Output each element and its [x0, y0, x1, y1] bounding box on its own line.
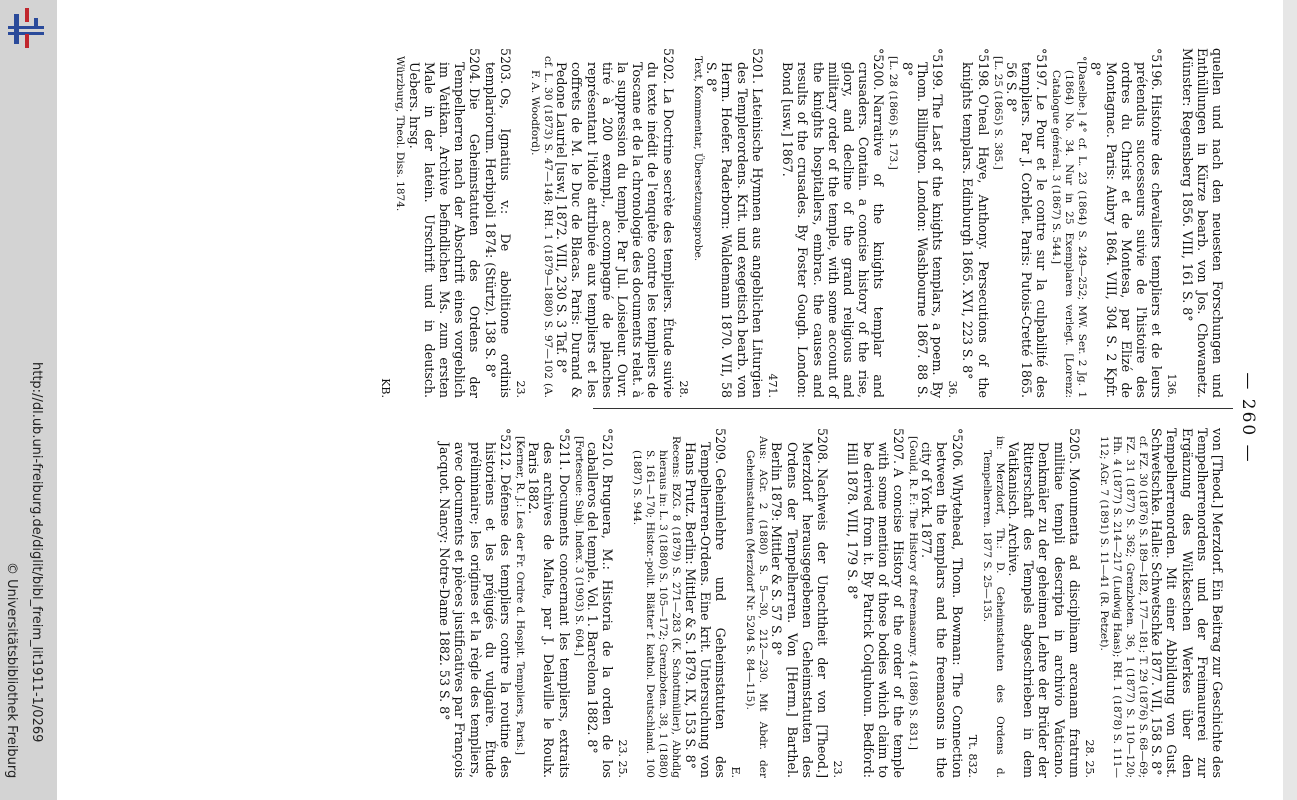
entry-ref: KB.: [379, 378, 393, 398]
bibliography-entry: [676, 48, 765, 398]
entry-text: Narrative of the knights templar and crusaders. Contain. a concise history of the rise, glory, and decline of the grand religious and military order of the temple, with some account of the knights hospitallers, embrac. the causes and results of the crusades. By Foster Gough. London: Bond [usw.] 1867.: [780, 62, 887, 398]
entry-text: Nachweis der Unechtheit der von [Theod.] Merzdorf herausgegebenen Geheimstatuten des Ordens der Tempelherren. Von [Herm.] Barthel. Berlin 1879: Mittler & S. 57 S. 8°: [769, 442, 830, 778]
entry-ref: 23. 25.: [616, 739, 630, 778]
entry-text: Lateinische Hymnen aus angeblichen Liturgien des Templerordens. Krit. und exegetisch bearb. von Herm. Hoefer. Paderborn: Waldemann 1870. VII, 58 S. 8°: [704, 62, 765, 398]
entry-number: °5212.: [498, 428, 514, 471]
entry-text: Die Geheimstatuten des Ordens der Tempelherren nach der Abschrift eines vorgeblich im Vatikan. Archive befindlichen Ms. zum ersten Male in der latein. Urschrift und in deutsch. Uebers. hrsg.: [406, 62, 483, 398]
entry-number: 5202.: [660, 48, 676, 85]
page-number: — 260 —: [1238, 372, 1258, 464]
entry-text: Monumenta ad disciplinam arcanam fratrum militiae templi descripta in archivio Vaticano. Denkmäler zu der geheimen Lehre der Brüder der Ritterschaft des Tempels abgeschrieben in dem Vatikanisch. Archive.: [1005, 442, 1082, 778]
continuation-ref: 28. 25.: [1082, 739, 1096, 778]
continuation-text: [1082, 428, 1225, 778]
entry-note: °[Daselbe.] 4° cf. L. 23 (1864) S. 249—252; MW. Ser. 2 Jg. 1 (1864) No. 34. Nur in 25 Exemplaren verlegt. [Lorenz: Catalogue général. 3 (1867) S. 544.]: [1050, 56, 1089, 398]
bibliography-entry: [378, 48, 482, 398]
continuation-text: [1164, 48, 1225, 398]
entry-note: cf. L. 30 (1873) S. 47—148; RH. 1 (1879—1880) S. 97—102 (A. F. A. Woodford).: [529, 56, 555, 398]
entry-text: Documents concernant les templiers, extraits des archives de Malte, par J. Delaville le Roulx. Paris 1882.: [526, 442, 572, 778]
entry-text: Le Pour et le contre sur la culpabilité des templiers. Par J. Corblet. Paris: Putois-Cretté 1865. 56 S. 8°: [1003, 62, 1050, 398]
entry-ref: E.: [729, 766, 743, 778]
entry-ref: 471.: [765, 373, 779, 398]
continuation-note: cf. FZ. 30 (1876) S. 189—182, 177—181; T. 29 (1876) S. 68—69; FZ. 31 (1877) S. 362; Grenzboten. 36, 1 (1877) S. 110—120; Hh. 4 (1877) S. 214—217 (Ludwig Haas); RH. 1 (1878) S. 111—112; AGr. 7 (1891) S. 11—41 (R. Petzet).: [1097, 436, 1149, 778]
bibliography-entry: [886, 48, 945, 398]
right-column: [437, 428, 1225, 778]
continuation-body: von [Theod.] Merzdorf. Ein Beitrag zur Geschichte des Tempelherrenordens und der Freimaurerei zur Ergänzung des Wilckeschen Werkes über den Tempelherrenorden. Mit einer Abbildung von Gust. Schwetschke. Halle: Schwetschke 1877. VII, 158 S. 8°: [1149, 428, 1225, 778]
right-scrollbar[interactable]: [1283, 0, 1297, 800]
entry-number: °5206.: [949, 428, 965, 471]
bibliography-entry: [945, 48, 991, 398]
bibliography-entry: [991, 48, 1050, 398]
bibliography-entry: [906, 428, 965, 778]
copyright-notice: © Universitätsbibliothek Freiburg: [4, 562, 19, 779]
entry-text: A concise History of the order of the temple with some mention of those bodies which claim to be derived from it. By Patrick Colquhoun. Bedford: Hill 1878. VIII, 179 S. 8°: [845, 442, 906, 778]
university-library-logo: [4, 4, 48, 50]
entry-note: [L. 25 (1865) S. 385.]: [991, 56, 1004, 170]
entry-ref: 23.: [514, 380, 528, 398]
bibliography-entry: [437, 428, 513, 778]
entry-note: [Gould, R. F.: The History of freemasonry. 4 (1886) S. 831.]: [906, 436, 919, 750]
entry-note: Recens: BZG. 8 (1879) S. 271—283 (K. Schottmüller), Abhdlg hieraus in: L. 3 (1880) S. 105—172; Grenzboten. 38, 1 (1880) S. 161—170; Histor.-polit. Blätter f. kathol. Deutschland. 100 (1887) S. 944.: [631, 436, 683, 778]
entry-number: 5201.: [749, 48, 765, 85]
entry-note: Text, Kommentar, Übersetzungsprobe.: [691, 56, 704, 262]
bibliography-entry: [830, 428, 906, 778]
entry-text: Geheimlehre und Geheimstatuten des Tempelherren-Ordens. Eine krit. Untersuchung von Hans Prutz. Berlin: Mittler & S. 1879. IX, 153 S. 8°: [682, 442, 728, 778]
entry-text: Histoire des chevaliers templiers et de leurs prétendus successeurs suivie de l'histoire des ordres du Christ et de Montesa, par Elizé de Montagnac. Paris: Aubry 1864. VIII, 304 S. 2 Kpfr. 8°: [1088, 62, 1165, 398]
entry-number: °5199.: [929, 48, 945, 91]
entry-number: °5196.: [1149, 48, 1165, 91]
entry-text: La Doctrine secrète des templiers. Étude suivie du texte inédit de l'enquête contre les templiers de Toscane et de la chronologie des documents relat. à la suppression du temple. Par Jul. Loiseleur. Ouvr. tiré à 200 exempl., accompagné de planches représentant l'idole attribuée aux templiers et les coffrets de M. le Duc de Blacas. Paris: Durand & Pedone Lauriel [usw.] 1872. VIII, 230 S. 3 Taf. 8°: [554, 62, 676, 398]
entry-number: 5207.: [890, 428, 906, 465]
scanned-page: [95, 48, 1258, 788]
entry-note: Aus: AGr. 2 (1880) S. 5—30, 212—230. Mit Abdr. der Geheimstatuten (Merzdorf Nr. 5204 S. 84—115).: [744, 436, 770, 778]
bibliography-entry: [965, 428, 1082, 778]
bibliography-entry: [572, 428, 615, 778]
entry-ref: 28.: [676, 380, 690, 398]
entry-number: 5205.: [1066, 428, 1082, 465]
entry-number: 5208.: [814, 428, 830, 465]
entry-ref: Tt. 832.: [965, 734, 979, 778]
continuation-body: quellen und nach den neuesten Forschungen und Enthüllungen in Kürze bearb. von Jos. Chowanetz. Münster: Regensberg 1856. VIII, 161 S. 8°: [1179, 48, 1225, 398]
entry-note: [L. 28 (1866) S. 173.]: [887, 56, 900, 170]
continuation-ref: 136.: [1165, 373, 1179, 398]
viewer-sidebar: [0, 0, 57, 800]
column-divider: [593, 408, 1233, 409]
entry-ref: 36.: [946, 380, 960, 398]
bibliography-entry: [765, 48, 887, 398]
entry-note: Würzburg, Theol. Diss. 1874.: [394, 56, 407, 212]
entry-number: 5204.: [467, 48, 483, 85]
bibliography-entry: [615, 428, 728, 778]
entry-number: °5198.: [975, 48, 991, 91]
bibliography-entry: [513, 48, 676, 398]
bibliography-entry: [728, 428, 830, 778]
entry-number: °5210.: [600, 428, 616, 471]
entry-number: °5211.: [556, 428, 572, 471]
entry-number: °5200.: [871, 48, 887, 91]
entry-ref: 23.: [831, 760, 845, 778]
bibliography-entry: [482, 48, 512, 398]
entry-note: in: Merzdorf, Th.: D. Geheimstatuten des Ordens d. Tempelherren. 1877 S. 25—135.: [980, 436, 1006, 778]
entry-text: Bruguera, M.: Historia de la orden de los caballeros del temple. Vol. 1. Barcelona 1882. 8°: [584, 442, 616, 778]
document-url[interactable]: http://dl.ub.uni-freiburg.de/diglit/bibl_freim_lit1911-1/0269: [29, 362, 44, 743]
entry-text: Os, Ignatius v.: De abolitione ordinis templariorum. Herbipoli 1874: (Stürtz). 138 S. 8°: [482, 62, 513, 398]
entry-note: [Fortescue: Subj. Index. 3 (1903) S. 604.]: [572, 436, 585, 656]
entry-number: 5209.: [712, 428, 728, 465]
entry-number: 5203.: [497, 48, 513, 85]
entry-text: O'neal Haye, Anthony. Persecutions of the knights templars. Edinburgh 1865. XVI, 223 S. 8°: [960, 62, 991, 398]
left-column: [378, 48, 1225, 398]
entry-number: °5197.: [1034, 48, 1050, 91]
entry-text: Défense des templiers contre la routine des historiens et les préjugés du vulgaire. Étude préliminaire; les origines et la règle des templiers, avec documents et pièces justificatives par François Jacquot. Nancy: Notre-Dame 1882. 53 S. 8°: [437, 442, 514, 778]
bibliography-entry: [513, 428, 572, 778]
entry-text: Whytehead, Thom. Bowman: The Connection between the templars and the freemasons in the city of York. 1877.: [919, 442, 965, 778]
entry-note: [Kerner, R. J.: Les der Fr. Ordre d. Hospit. Templiers, Paris.]: [514, 436, 527, 755]
entry-text: The Last of the knights templars, a poem. By Thom. Billington. London: Washbourne 1867. 88 S. 8°: [899, 62, 945, 398]
bibliography-entry: [1049, 48, 1164, 398]
